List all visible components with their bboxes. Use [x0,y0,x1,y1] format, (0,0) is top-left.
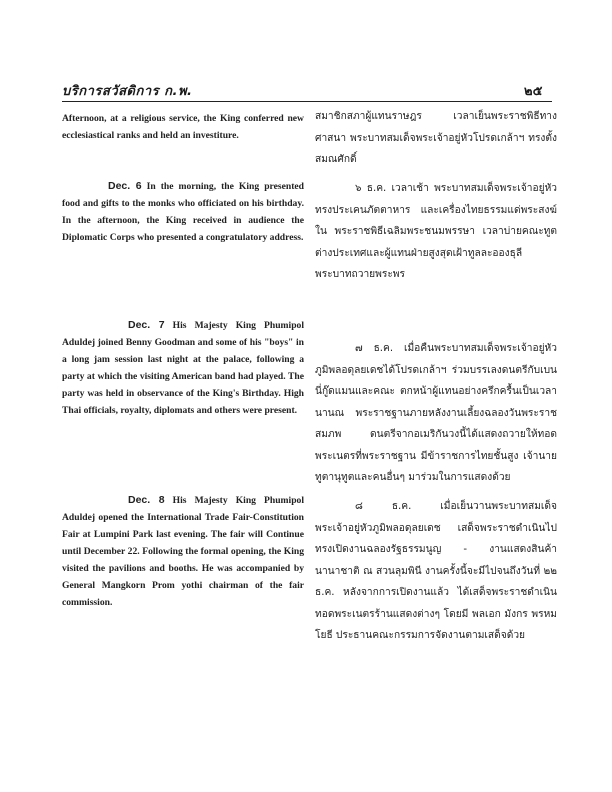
thai-paragraph-dec8-text: ๘ ธ.ค. เมื่อเย็นวานพระบาทสมเด็จพระเจ้าอยู่หัวภูมิพลอดุลยเดช เสด็จพระราชดำเนินไปทรงเปิดงานฉลองรัฐธรรมนูญ - งานแสดงสินค้านานาชาติ ณ สวนลุมพินี งานครั้งนี้จะมีไปจนถึงวันที่ ๒๒ ธ.ค. หลังจากการเปิดงานแล้ว ได้เสด็จพระราชดำเนินทอดพระเนตรร้านแสดงต่างๆ โดยมี พลเอก มังกร พรหมโยธี ประธานคณะกรรมการจัดงานตามเสด็จด้วย [315,501,557,641]
date-dec6: Dec. 6 [108,180,142,192]
thai-paragraph-dec6-text: ๖ ธ.ค. เวลาเช้า พระบาทสมเด็จพระเจ้าอยู่หัวทรงประเคนภัตตาหาร และเครื่องไทยธรรมแด่พระสงฆ์ใน พระราชพิธีเฉลิมพระชนมพรรษา เวลาบ่ายคณะทูตต่างประเทศและผู้แทนฝ่ายสูงสุดเฝ้าทูลละอองธุลีพระบาทถวายพระพร [315,183,557,280]
english-paragraph-dec8 [62,492,304,611]
english-paragraph-1-text: Afternoon, at a religious service, the King conferred new ecclesiastical ranks and held an investiture. [62,113,304,141]
thai-paragraph-1-text: สมาชิกสภาผู้แทนราษฎร เวลาเย็นพระราชพิธีทางศาสนา พระบาทสมเด็จพระเจ้าอยู่หัวโปรดเกล้าฯ ทรงตั้งสมณศักดิ์ [315,111,557,165]
thai-paragraph-1 [315,106,557,171]
thai-paragraph-dec6 [315,178,557,286]
date-dec7: Dec. 7 [128,319,165,331]
english-paragraph-1 [62,110,304,144]
english-paragraph-dec7-text: His Majesty King Phumipol Aduldej joined Benny Goodman and some of his "boys" in a long jam session last night at the palace, following a party at which the visiting American band had played. The party was held in observance of the King's Birthday. High Thai officials, royalty, diplomats and others were present. [62,320,305,416]
thai-paragraph-dec8 [315,496,557,647]
english-paragraph-dec6 [62,178,304,246]
header-rule [62,101,552,102]
thai-paragraph-dec7-text: ๗ ธ.ค. เมื่อคืนพระบาทสมเด็จพระเจ้าอยู่หัวภูมิพลอดุลยเดชได้โปรดเกล้าฯ ร่วมบรรเลงดนตรีกับเบนนี่กู๊ดแมนและคณะ ตกหน้าผู้แทนอย่างครึกครื้นเป็นเวลานานณ พระราชฐานภายหลังงานเลี้ยงฉลองวันพระราชสมภพ ดนตรีจากอเมริกันวงนี้ได้แสดงถวายให้ทอดพระเนตรที่พระราชฐาน มีข้าราชการไทยชั้นสูง เจ้านาย ทูตานุทูตและคนอื่นๆ มาร่วมในการแสดงด้วย [315,343,557,483]
english-paragraph-dec7 [62,317,304,419]
running-header-title: บริการสวัสดิการ ก.พ. [62,84,193,99]
date-dec8: Dec. 8 [128,494,165,506]
page-number: ๒๕ [524,84,543,99]
english-paragraph-dec8-text: His Majesty King Phumipol Aduldej opened the International Trade Fair-Constitution Fair at Lumpini Park last evening. The fair will Continue until December 22. Following the formal opening, the King visited the pavilions and booths. He was accompanied by General Mangkorn Prom yothi chairman of the fair commission. [62,495,305,608]
thai-paragraph-dec7 [315,338,557,489]
english-paragraph-dec6-text: In the morning, the King presented food and gifts to the monks who officiated on his birthday. In the afternoon, the King received in audience the Diplomatic Corps who presented a congratulatory address. [62,181,305,243]
